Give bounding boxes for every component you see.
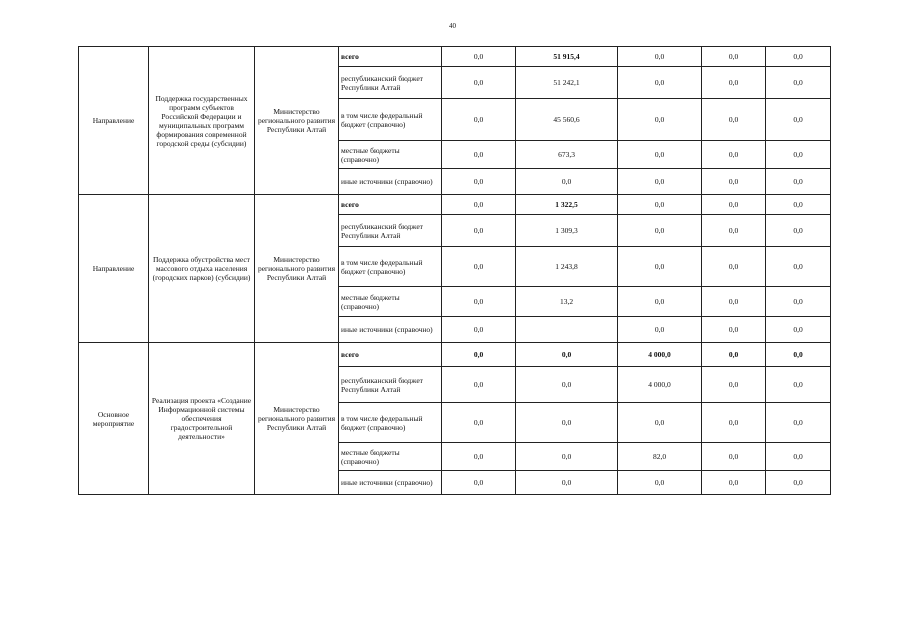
value-cell: 0,0 [618, 215, 702, 247]
value-cell: 0,0 [766, 443, 831, 471]
table-body [79, 47, 831, 495]
value-cell: 0,0 [702, 317, 766, 343]
value-cell: 0,0 [442, 247, 516, 287]
value-cell: 0,0 [618, 247, 702, 287]
value-cell: 0,0 [442, 443, 516, 471]
value-cell: 0,0 [618, 67, 702, 99]
value-cell: 0,0 [702, 67, 766, 99]
value-cell: 0,0 [442, 169, 516, 195]
value-cell: 82,0 [618, 443, 702, 471]
value-cell: 0,0 [766, 317, 831, 343]
value-cell: 0,0 [766, 215, 831, 247]
funding-source-cell: в том числе федеральный бюджет (справочно) [339, 247, 442, 287]
block-name-cell: Поддержка государственных программ субъектов Российской Федерации и муниципальных программ формирования современной городской среды (субсидии) [149, 47, 255, 195]
value-cell: 4 000,0 [618, 343, 702, 367]
block-executor-cell: Министерство регионального развития Республики Алтай [255, 47, 339, 195]
value-cell: 0,0 [702, 47, 766, 67]
value-cell: 0,0 [442, 287, 516, 317]
value-cell: 0,0 [702, 403, 766, 443]
funding-source-cell: в том числе федеральный бюджет (справочно) [339, 403, 442, 443]
value-cell: 0,0 [766, 141, 831, 169]
value-cell: 51 242,1 [516, 67, 618, 99]
value-cell: 0,0 [618, 169, 702, 195]
value-cell: 0,0 [442, 47, 516, 67]
block-type-cell: Направление [79, 47, 149, 195]
value-cell: 0,0 [766, 99, 831, 141]
funding-source-cell: республиканский бюджет Республики Алтай [339, 67, 442, 99]
block-type-cell: Направление [79, 195, 149, 343]
value-cell: 0,0 [442, 471, 516, 495]
value-cell: 0,0 [702, 169, 766, 195]
value-cell: 0,0 [516, 403, 618, 443]
value-cell: 0,0 [516, 367, 618, 403]
value-cell: 0,0 [702, 343, 766, 367]
value-cell: 0,0 [766, 67, 831, 99]
value-cell: 0,0 [516, 443, 618, 471]
funding-source-cell: республиканский бюджет Республики Алтай [339, 215, 442, 247]
value-cell: 0,0 [766, 247, 831, 287]
value-cell: 0,0 [702, 287, 766, 317]
value-cell: 51 915,4 [516, 47, 618, 67]
value-cell: 1 243,8 [516, 247, 618, 287]
funding-source-cell: иные источники (справочно) [339, 471, 442, 495]
funding-source-cell: республиканский бюджет Республики Алтай [339, 367, 442, 403]
value-cell: 0,0 [766, 169, 831, 195]
value-cell: 0,0 [516, 343, 618, 367]
block-executor-cell: Министерство регионального развития Республики Алтай [255, 343, 339, 495]
funding-source-cell: всего [339, 343, 442, 367]
value-cell: 0,0 [766, 287, 831, 317]
page-number: 40 [449, 22, 456, 30]
value-cell: 0,0 [702, 443, 766, 471]
table-row [79, 343, 831, 367]
value-cell: 0,0 [702, 471, 766, 495]
funding-source-cell: иные источники (справочно) [339, 317, 442, 343]
value-cell: 0,0 [442, 343, 516, 367]
budget-table [78, 46, 831, 495]
funding-source-cell: в том числе федеральный бюджет (справочно) [339, 99, 442, 141]
value-cell: 0,0 [618, 141, 702, 169]
value-cell: 1 309,3 [516, 215, 618, 247]
value-cell: 0,0 [516, 169, 618, 195]
value-cell: 0,0 [618, 99, 702, 141]
funding-source-cell: местные бюджеты (справочно) [339, 287, 442, 317]
value-cell: 0,0 [702, 247, 766, 287]
value-cell: 0,0 [766, 471, 831, 495]
value-cell: 0,0 [702, 215, 766, 247]
value-cell: 0,0 [766, 195, 831, 215]
value-cell: 13,2 [516, 287, 618, 317]
value-cell: 0,0 [442, 317, 516, 343]
funding-source-cell: местные бюджеты (справочно) [339, 141, 442, 169]
funding-source-cell: всего [339, 195, 442, 215]
value-cell: 0,0 [766, 47, 831, 67]
value-cell: 0,0 [442, 195, 516, 215]
value-cell: 0,0 [618, 195, 702, 215]
value-cell: 0,0 [618, 403, 702, 443]
value-cell: 0,0 [442, 403, 516, 443]
value-cell [516, 317, 618, 343]
table-row [79, 47, 831, 67]
value-cell: 0,0 [618, 287, 702, 317]
value-cell: 0,0 [516, 471, 618, 495]
value-cell: 0,0 [702, 367, 766, 403]
value-cell: 0,0 [702, 195, 766, 215]
funding-source-cell: всего [339, 47, 442, 67]
block-name-cell: Поддержка обустройства мест массового отдыха населения (городских парков) (субсидии) [149, 195, 255, 343]
value-cell: 673,3 [516, 141, 618, 169]
block-type-cell: Основное мероприятие [79, 343, 149, 495]
value-cell: 0,0 [442, 141, 516, 169]
value-cell: 0,0 [442, 367, 516, 403]
value-cell: 0,0 [702, 141, 766, 169]
value-cell: 0,0 [442, 99, 516, 141]
value-cell: 0,0 [618, 471, 702, 495]
funding-source-cell: иные источники (справочно) [339, 169, 442, 195]
value-cell: 0,0 [766, 403, 831, 443]
value-cell: 0,0 [618, 317, 702, 343]
value-cell: 0,0 [766, 367, 831, 403]
value-cell: 1 322,5 [516, 195, 618, 215]
funding-source-cell: местные бюджеты (справочно) [339, 443, 442, 471]
value-cell: 0,0 [442, 67, 516, 99]
block-name-cell: Реализация проекта «Создание Информационной системы обеспечения градостроительной деятельности» [149, 343, 255, 495]
value-cell: 0,0 [442, 215, 516, 247]
table-row [79, 195, 831, 215]
value-cell: 45 560,6 [516, 99, 618, 141]
value-cell: 4 000,0 [618, 367, 702, 403]
value-cell: 0,0 [702, 99, 766, 141]
block-executor-cell: Министерство регионального развития Республики Алтай [255, 195, 339, 343]
value-cell: 0,0 [618, 47, 702, 67]
value-cell: 0,0 [766, 343, 831, 367]
